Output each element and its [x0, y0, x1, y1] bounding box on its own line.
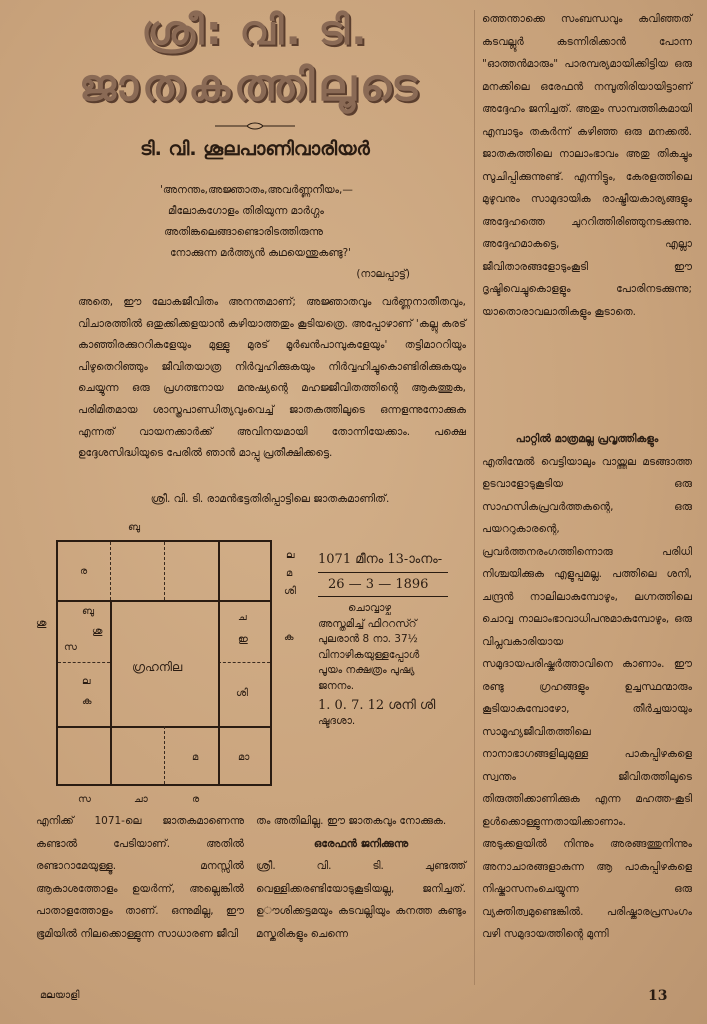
- chart-cell-gu: ഇ: [238, 634, 248, 645]
- birth-details: [318, 552, 468, 729]
- birth-line: പുലരാൻ 8 നാ. 37½: [318, 633, 418, 645]
- chart-label-top: ബു: [128, 522, 141, 533]
- intro-paragraph: [56, 292, 466, 465]
- verse-line: നോക്കുന്ന മർത്ത്യൻ കഥയെന്തുകണ്ടു?': [170, 247, 352, 259]
- verse-line: 'അനന്തം,അജ്ഞാതം,അവർണ്ണനീയം,—: [160, 184, 353, 196]
- chart-cell-la: ല: [82, 676, 91, 687]
- chart-grid-line: [58, 662, 110, 663]
- birth-rule: [318, 572, 448, 573]
- bottom-middle-column: [256, 810, 466, 945]
- magazine-name: മലയാളി: [40, 990, 80, 1001]
- birth-line: ജനനം.: [318, 679, 355, 692]
- chart-grid-line: [164, 726, 165, 784]
- chart-grid-line: [110, 600, 112, 784]
- chart-label-bottom-1: സ: [78, 794, 91, 805]
- chart-cell-ka: ക: [82, 696, 92, 707]
- chart-center-label: ഗ്രഹനില: [132, 660, 183, 674]
- epigraph-verse: [160, 180, 420, 285]
- right-column-top: ത്തെന്താക്കെ സംബന്ധവും കവിഞ്ഞത് കടവല്ലൂർ കടന്നിരിക്കാൻ പോന്ന "ഓത്തൻമാരും" പാരമ്പര്യമായിക്കിട്ടിയ ഒരു മനക്കിലെ ഒരേഫൻ നമ്പൂതിരിയായിട്ടാണ് അദ്ദേഹം ജനിച്ചത്. അതും സാമ്പത്തികമായി എമ്പാടും തകർന്ന് കഴിഞ്ഞ ഒരു മനക്കൽ. ജാതകത്തിലെ നാലാംഭാവം അതു തികച്ചും സൂചിപ്പിക്കുന്നുണ്ട്. എന്നിട്ടും, കേരളത്തിലെ മുഴുവനും സാമുദായിക രാഷ്ട്രീയകാര്യങ്ങളും അദ്ദേഹത്തെ ചുററിത്തിരിഞ്ഞുനടക്കുന്നു. അദ്ദേഹമാകട്ടെ, എല്ലാ ജീവിതാരങ്ങളോടുംകൂടി ഈ ദൃഷ്ടിവെച്ചുകൊളളും പോരിനടക്കുന്നു; യാതൊരാവലാതികളും കൂടാതെ.: [482, 13, 692, 318]
- section-heading: ഒരേഫൻ ജനിക്കുന്നു: [313, 837, 409, 850]
- birth-line: ചൊവ്വാഴ്ച: [348, 602, 392, 614]
- column-divider: [474, 10, 475, 985]
- chart-cell-cha: ച: [238, 612, 247, 623]
- article-title-line1: ശ്രീ: വി. ടി.: [141, 8, 369, 54]
- author-name: ടി. വി. ശൂലപാണിവാരിയർ: [140, 138, 370, 160]
- dasa-line: ഷ്ടദശാ.: [318, 714, 356, 727]
- chart-cell-shu: ശു: [92, 626, 103, 637]
- bottom-middle-top: തം അതിലില്ല. ഈ ജാതകവും നോക്കുക.: [256, 815, 447, 827]
- chart-grid-line: [58, 600, 270, 602]
- birth-line: അസ്തമിച്ച് ഫിററസ്റ്: [318, 617, 417, 630]
- birth-date-malayalam: 1071 മീനം 13-ാംനം-: [318, 552, 443, 567]
- birth-line: പൂയം നക്ഷത്രം പുഷ്യ: [318, 664, 415, 676]
- bottom-middle-text: ശ്രീ. വി. ടി. ചുണ്ടത്ത് വെള്ളിക്കരണ്ടിയോടുകൂടിയല്ല, ജനിച്ചത്. ഉൗശിക്കട്ടമയും കടവല്ലിയും കനത്ത കുണ്ടും മസ്കരികളും ചെന്നെ: [256, 860, 466, 940]
- birth-line: വിനാഴികയുള്ളപ്പോൾ: [318, 648, 420, 661]
- dasa-line: 1. 0. 7. 12 ശനി ശി: [318, 698, 436, 713]
- chart-grid-line: [218, 662, 270, 663]
- verse-line: മീലോകഗോളം തിരിയുന്ന മാർഗ്ഗം: [168, 205, 324, 217]
- chart-grid-line: [218, 542, 220, 784]
- birth-date-gregorian: 26 — 3 — 1896: [328, 576, 429, 592]
- chart-grid-line: [164, 542, 165, 600]
- page-number: 13: [648, 988, 668, 1004]
- chart-label-right-1: ല: [286, 550, 295, 561]
- intro-text: അതെ, ഈ ലോകജീവിതം അനന്തമാണ്; അജ്ഞാതവും വർണ്ണനാതീതവും, വിചാരത്തിൽ ഒതുക്കിക്കളയാൻ കഴിയാത്തതും കൂടിയത്രെ. അപ്പോഴാണ് 'കല്ലു കരട് കാഞ്ഞിരക്കുററികളേയും മുള്ളു മുരട് മൂർഖൻപാമ്പുകളേയും' തട്ടിമാററിയും പിഴുതെറിഞ്ഞും ജീവിതയാത്ര നിർവ്വഹിക്കുകയും നിർവ്വഹിച്ചുകൊണ്ടിരിക്കുകയും ചെയ്യുന്ന ഒരു പ്രഗത്ഭനായ മനുഷ്യന്റെ മഹജ്ജീവിതത്തിന്റെ ആകത്തുക, പരിമിതമായ ശാസ്ത്രപാണ്ഡിത്യവുംവെച്ച് ജാതകത്തിലൂടെ ഒന്നളന്നുനോക്കുക എന്നത് വായനക്കാർക്ക് അവിനയമായി തോന്നിയേക്കാം. പക്ഷെ ഉദ്ദേശസിദ്ധിയുടെ പേരിൽ ഞാൻ മാപ്പു പ്രതീക്ഷിക്കട്ടെ.: [78, 296, 466, 460]
- chart-label-right-3: ശി: [284, 586, 296, 597]
- right-column-text: എതിന്മേൽ വെട്ടിയാലും വായ്ത്തല മടങ്ങാത്ത ഉടവാളോടുകൂടിയ ഒരു സാഹസികപ്രവർത്തകന്റെ, ഒരു പയററുകാരന്റെ, പ്രവർത്തനരംഗത്തിന്നൊരു പരിധി നിശ്ചയിക്കുക എളുപ്പമല്ല. പത്തിലെ ശനി, ചന്ദ്രൻ നാലിലാകുമ്പോഴും, ലഗ്നത്തിലെ ചൊവ്വ നാലാംഭാവാധിപനുമാകുമ്പോഴും, ഒരു വിപ്ലവകാരിയായ സമുദായപരിഷ്കർത്താവിനെ കാണാം. ഈ രണ്ടു ഗ്രഹങ്ങളും ഉച്ചസ്ഥന്മാരും കൂടിയാകുമ്പോഴോ, തീർച്ചയായും സാമൂഹ്യജീവിതത്തിലെ നാനാഭാഗങ്ങളിലുമുള്ള പാകപ്പിഴകളെ സ്വന്തം ജീവിതത്തിലൂടെ തിരുത്തിക്കാണിക്കുക എന്ന മഹത്ത-കൂടി ഉൾക്കൊള്ളുന്നതായിക്കാണാം. അടുക്കളയിൽ നിന്നും അരങ്ങത്തുനിന്നും അനാചാരങ്ങളാകുന്ന ആ പാകപ്പിഴകളെ നിഷ്കാസനംചെയ്യുന്ന ഒരു വ്യക്തിത്വമുണ്ടെങ്കിൽ. പരിഷ്കാരപ്രസംഗം വഴി സമുദായത്തിന്റെ മുന്നി: [482, 455, 692, 940]
- right-column-second: [482, 428, 692, 946]
- chart-label-right-2: മ: [286, 568, 293, 579]
- ornament-divider: [215, 122, 295, 130]
- article-title-line2: ജാതകത്തിലൂടെ: [78, 60, 422, 111]
- chart-cell-ma: മ: [192, 752, 199, 763]
- birth-rule: [318, 596, 448, 597]
- section-heading: പാറ്റിൽ മാത്രമല്ല പ്രവൃത്തികളും: [515, 433, 659, 445]
- verse-line: അതിങ്കലെങ്ങാണ്ടൊരിടത്തിരുന്നു: [164, 226, 323, 238]
- verse-source: (നാലപ്പാട്ട്): [356, 268, 410, 280]
- chart-label-left: ശു: [36, 618, 47, 629]
- chart-cell-shi: ശി: [236, 688, 248, 699]
- chart-cell-bu: ബു: [82, 606, 95, 617]
- chart-label-bottom-3: ര: [192, 794, 200, 805]
- chart-caption: ശ്രീ. വി. ടി. രാമൻഭട്ടതിരിപ്പാട്ടിലെ ജാതകമാണിത്.: [150, 493, 390, 505]
- horoscope-chart: [56, 540, 272, 786]
- chart-grid-line: [110, 542, 111, 600]
- chart-cell-maa: മാ: [238, 752, 250, 763]
- chart-label-bottom-2: ചാ: [134, 794, 148, 805]
- chart-cell-sa: സ: [64, 642, 77, 653]
- chart-cell-ra: ര: [80, 566, 88, 577]
- chart-label-right-4: ക: [284, 632, 294, 643]
- bottom-left-column: എനിക്ക് 1071-ലെ ജാതകമാണെന്നു കണ്ടാൽ പേടിയാണ്. അതിൽ രണ്ടാറാമേയുള്ളൂ. മനസ്സിൽ ആകാശത്തോളം ഉയർന്ന്, അല്ലെങ്കിൽ പാതാളത്തോളം താണ്. ഒന്നുമില്ല, ഈ ഭൂമിയിൽ നിലക്കൊള്ളുന്ന സാധാരണ ജീവി: [36, 815, 244, 940]
